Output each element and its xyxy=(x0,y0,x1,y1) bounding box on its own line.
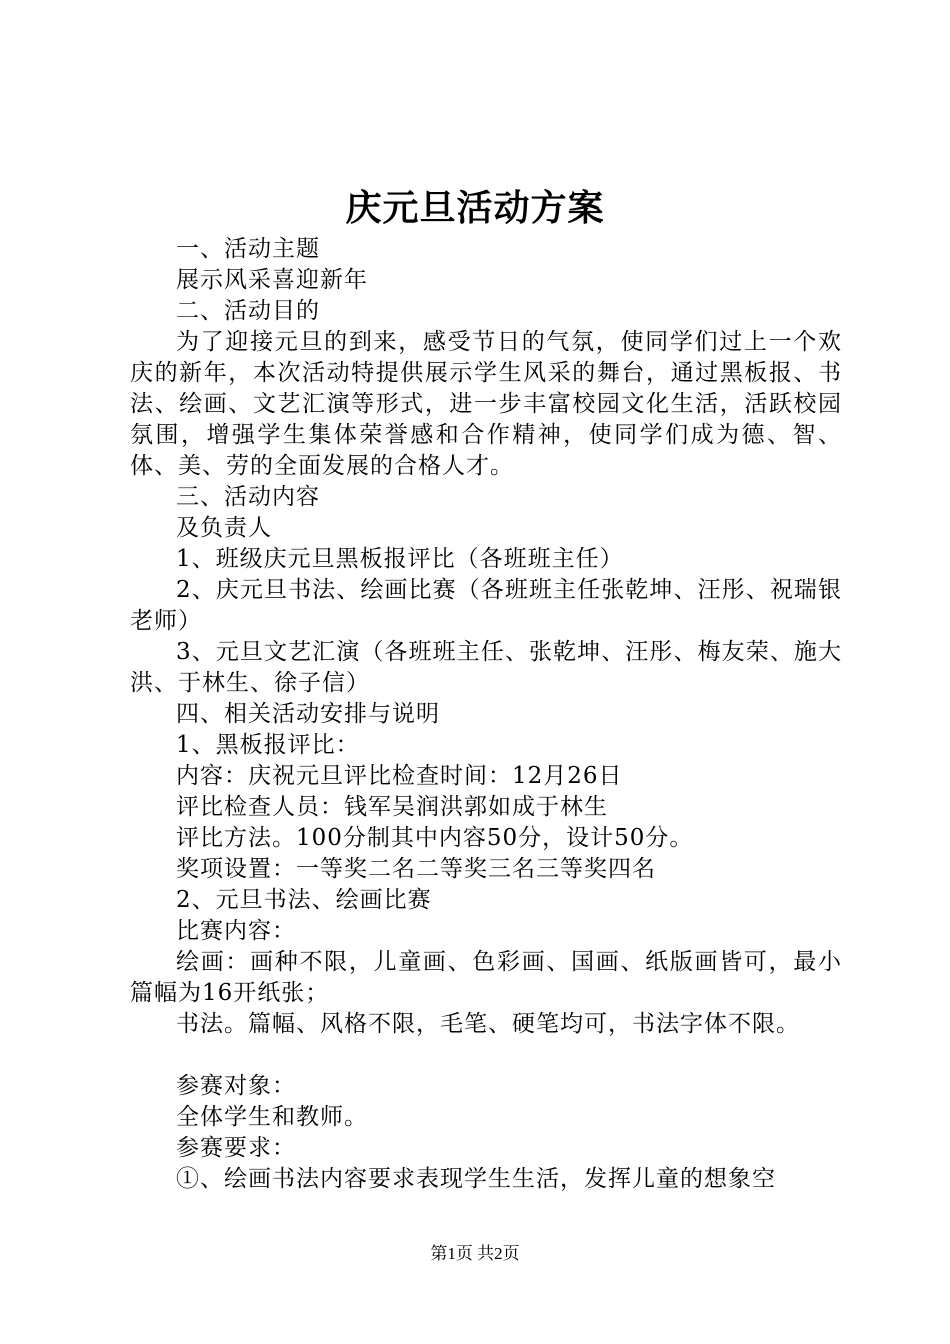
paragraph-inspectors: 评比检查人员：钱军吴润洪郭如成于林生 xyxy=(176,794,608,820)
list-item-performance: 3、元旦文艺汇演（各班班主任、张乾坤、汪彤、梅友荣、施大洪、于林生、徐子信） xyxy=(130,639,842,696)
section-heading-purpose: 二、活动目的 xyxy=(176,298,320,324)
list-item-calligraphy: 2、庆元旦书法、绘画比赛（各班班主任张乾坤、汪彤、祝瑞银老师） xyxy=(130,577,842,634)
document-body xyxy=(130,234,842,1195)
section-heading-arrangements: 四、相关活动安排与说明 xyxy=(176,701,440,727)
document-title: 庆元旦活动方案 xyxy=(345,187,605,229)
paragraph-responsible: 及负责人 xyxy=(176,515,272,541)
paragraph-calligraphy: 书法。篇幅、风格不限，毛笔、硬笔均可，书法字体不限。 xyxy=(176,1011,800,1037)
blank-line xyxy=(130,1040,842,1071)
section-heading-theme: 一、活动主题 xyxy=(176,236,320,262)
subheading-calligraphy: 2、元旦书法、绘画比赛 xyxy=(176,887,432,913)
paragraph-competition-content: 比赛内容： xyxy=(176,918,296,944)
paragraph-requirements-label: 参赛要求： xyxy=(176,1135,296,1161)
paragraph-purpose: 为了迎接元旦的到来，感受节日的气氛，使同学们过上一个欢庆的新年，本次活动特提供展示学生风采的舞台，通过黑板报、书法、绘画、文艺汇演等形式，进一步丰富校园文化生活，活跃校园氛围，增强学生集体荣誉感和合作精神，使同学们成为德、智、体、美、劳的全面发展的合格人才。 xyxy=(130,329,842,479)
paragraph-awards: 奖项设置：一等奖二名二等奖三名三等奖四名 xyxy=(176,856,656,882)
page-footer: 第1页 共2页 xyxy=(430,1244,520,1263)
section-heading-content: 三、活动内容 xyxy=(176,484,320,510)
paragraph-method: 评比方法。100分制其中内容50分，设计50分。 xyxy=(176,825,694,851)
subheading-blackboard: 1、黑板报评比： xyxy=(176,732,360,758)
paragraph-blackboard-content: 内容：庆祝元旦评比检查时间：12月26日 xyxy=(176,763,623,789)
paragraph-participants-label: 参赛对象： xyxy=(176,1073,296,1099)
paragraph-painting: 绘画：画种不限，儿童画、色彩画、国画、纸版画皆可，最小篇幅为16开纸张； xyxy=(130,949,842,1006)
list-item-blackboard: 1、班级庆元旦黑板报评比（各班班主任） xyxy=(176,546,624,572)
paragraph-requirement-1: ①、绘画书法内容要求表现学生生活，发挥儿童的想象空 xyxy=(176,1166,776,1192)
paragraph-participants: 全体学生和教师。 xyxy=(176,1104,368,1130)
paragraph-theme: 展示风采喜迎新年 xyxy=(176,267,368,293)
